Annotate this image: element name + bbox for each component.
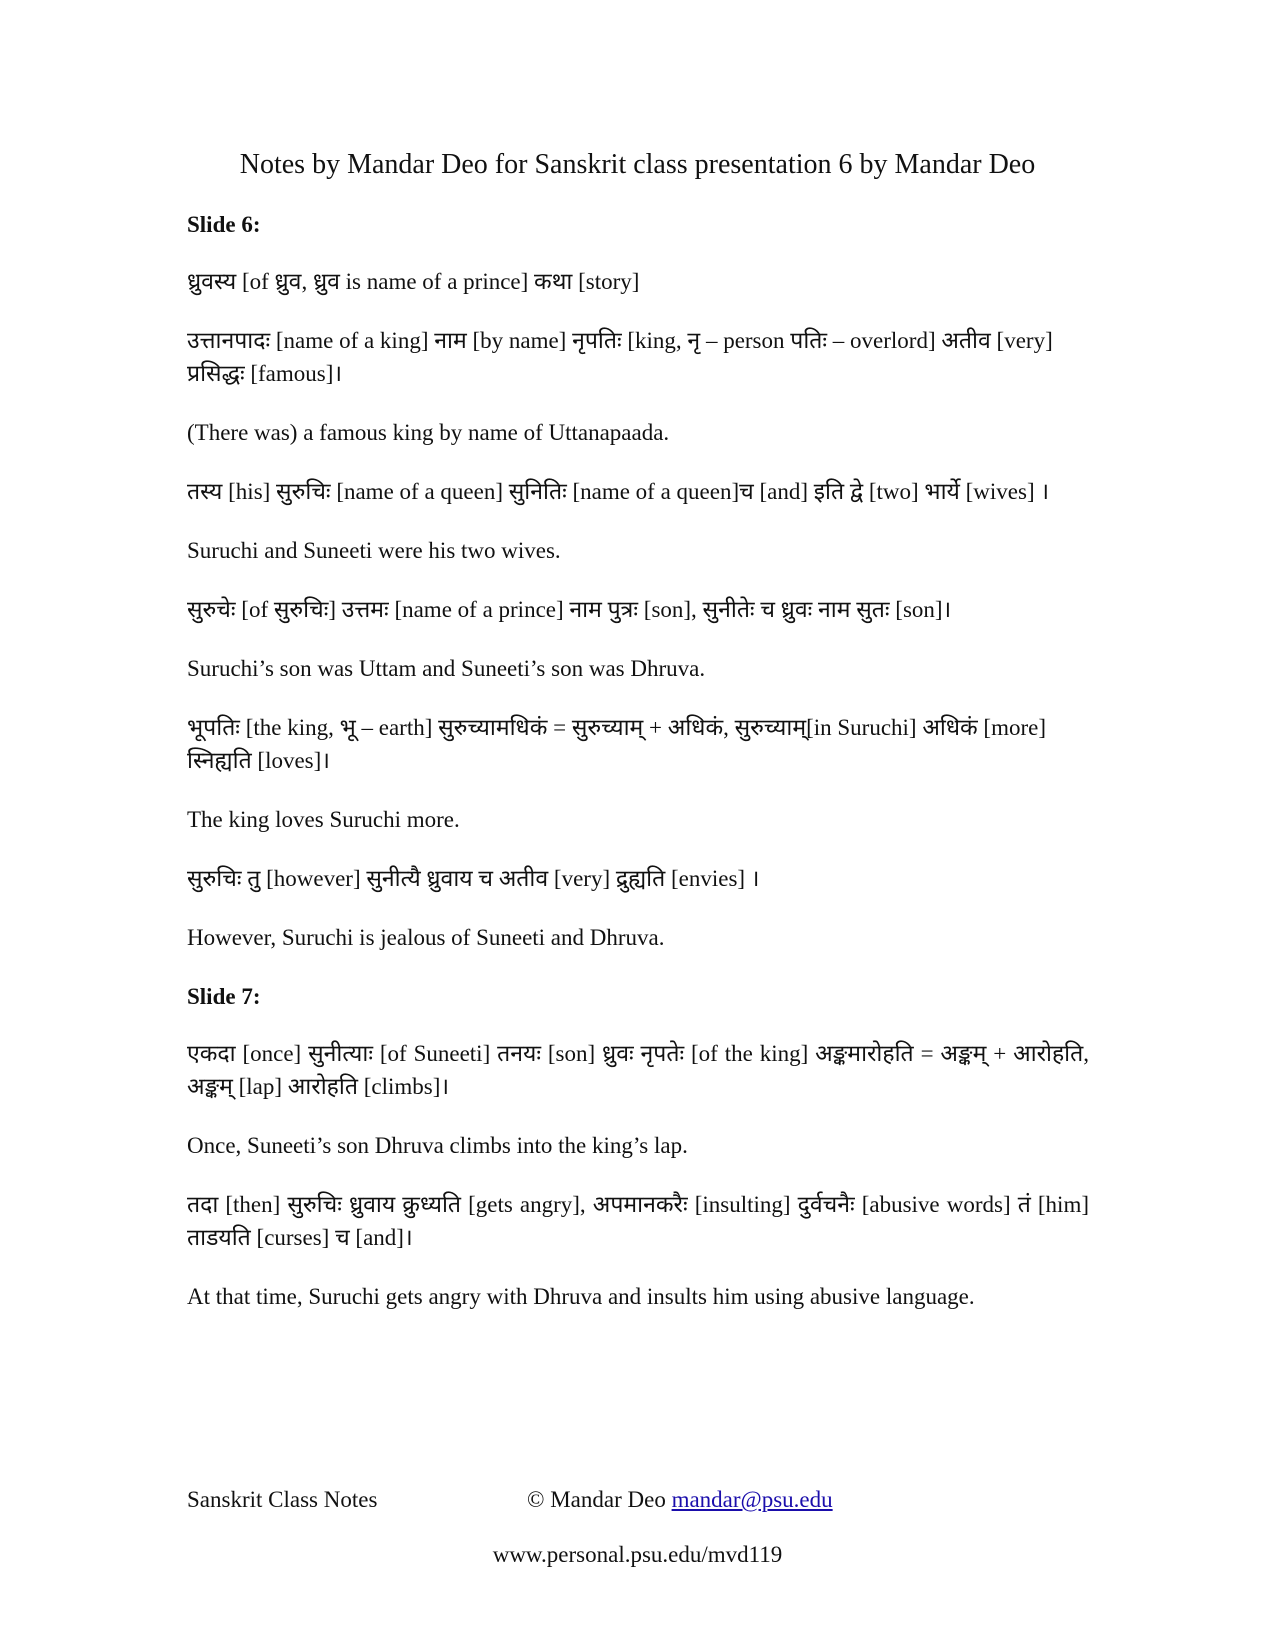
translation-line: The king loves Suruchi more. bbox=[187, 807, 460, 832]
slide-heading: Slide 6: bbox=[187, 212, 261, 237]
gloss-line: सुरुचेः [of सुरुचिः] उत्तमः [name of a prince] नाम पुत्रः [son], सुनीतेः च ध्रुवः नाम सुतः [son]। bbox=[187, 597, 952, 622]
gloss-line: ध्रुवस्य [of ध्रुव, ध्रुव is name of a prince] कथा [story] bbox=[187, 269, 640, 294]
gloss-line: भूपतिः [the king, भू – earth] सुरुच्यामधिकं = सुरुच्याम् + अधिकं, सुरुच्याम्[in Suruchi] अधिकं [more] स्निह्यति [loves]। bbox=[187, 715, 1046, 773]
translation-line: Suruchi’s son was Uttam and Suneeti’s son was Dhruva. bbox=[187, 656, 706, 681]
slide-heading: Slide 7: bbox=[187, 984, 261, 1009]
translation-line: Once, Suneeti’s son Dhruva climbs into the king’s lap. bbox=[187, 1133, 688, 1158]
translation-line: (There was) a famous king by name of Uttanapaada. bbox=[187, 420, 670, 445]
footer-author: © Mandar Deo bbox=[527, 1487, 666, 1512]
footer-website: www.personal.psu.edu/mvd119 bbox=[492, 1542, 783, 1567]
document-body bbox=[187, 208, 1089, 1339]
footer-copyright bbox=[527, 1485, 833, 1515]
footer-course-label: Sanskrit Class Notes bbox=[187, 1487, 378, 1512]
gloss-line: उत्तानपादः [name of a king] नाम [by name] नृपतिः [king, नृ – person पतिः – overlord] अतीव [very] प्रसिद्धः [famous]। bbox=[187, 328, 1053, 386]
translation-line: However, Suruchi is jealous of Suneeti and Dhruva. bbox=[187, 925, 665, 950]
translation-line: At that time, Suruchi gets angry with Dhruva and insults him using abusive language. bbox=[187, 1284, 975, 1309]
translation-line: Suruchi and Suneeti were his two wives. bbox=[187, 538, 561, 563]
gloss-line: तदा [then] सुरुचिः ध्रुवाय क्रुध्यति [gets angry], अपमानकरैः [insulting] दुर्वचनैः [abusive words] तं [him] ताडयति [curses] च [and]। bbox=[187, 1192, 1089, 1250]
gloss-line: एकदा [once] सुनीत्याः [of Suneeti] तनयः [son] ध्रुवः नृपतेः [of the king] अङ्कमारोहति = अङ्कम् + आरोहति, अङ्कम् [lap] आरोहति [climbs]। bbox=[187, 1041, 1089, 1099]
gloss-line: सुरुचिः तु [however] सुनीत्यै ध्रुवाय च अतीव [very] द्रुह्यति [envies] । bbox=[187, 866, 760, 891]
footer-email-link[interactable]: mandar@psu.edu bbox=[671, 1487, 833, 1512]
gloss-line: तस्य [his] सुरुचिः [name of a queen] सुनितिः [name of a queen]च [and] इति द्वे [two] भार्ये [wives] । bbox=[187, 479, 1050, 504]
document-title: Notes by Mandar Deo for Sanskrit class presentation 6 by Mandar Deo bbox=[239, 149, 1036, 180]
